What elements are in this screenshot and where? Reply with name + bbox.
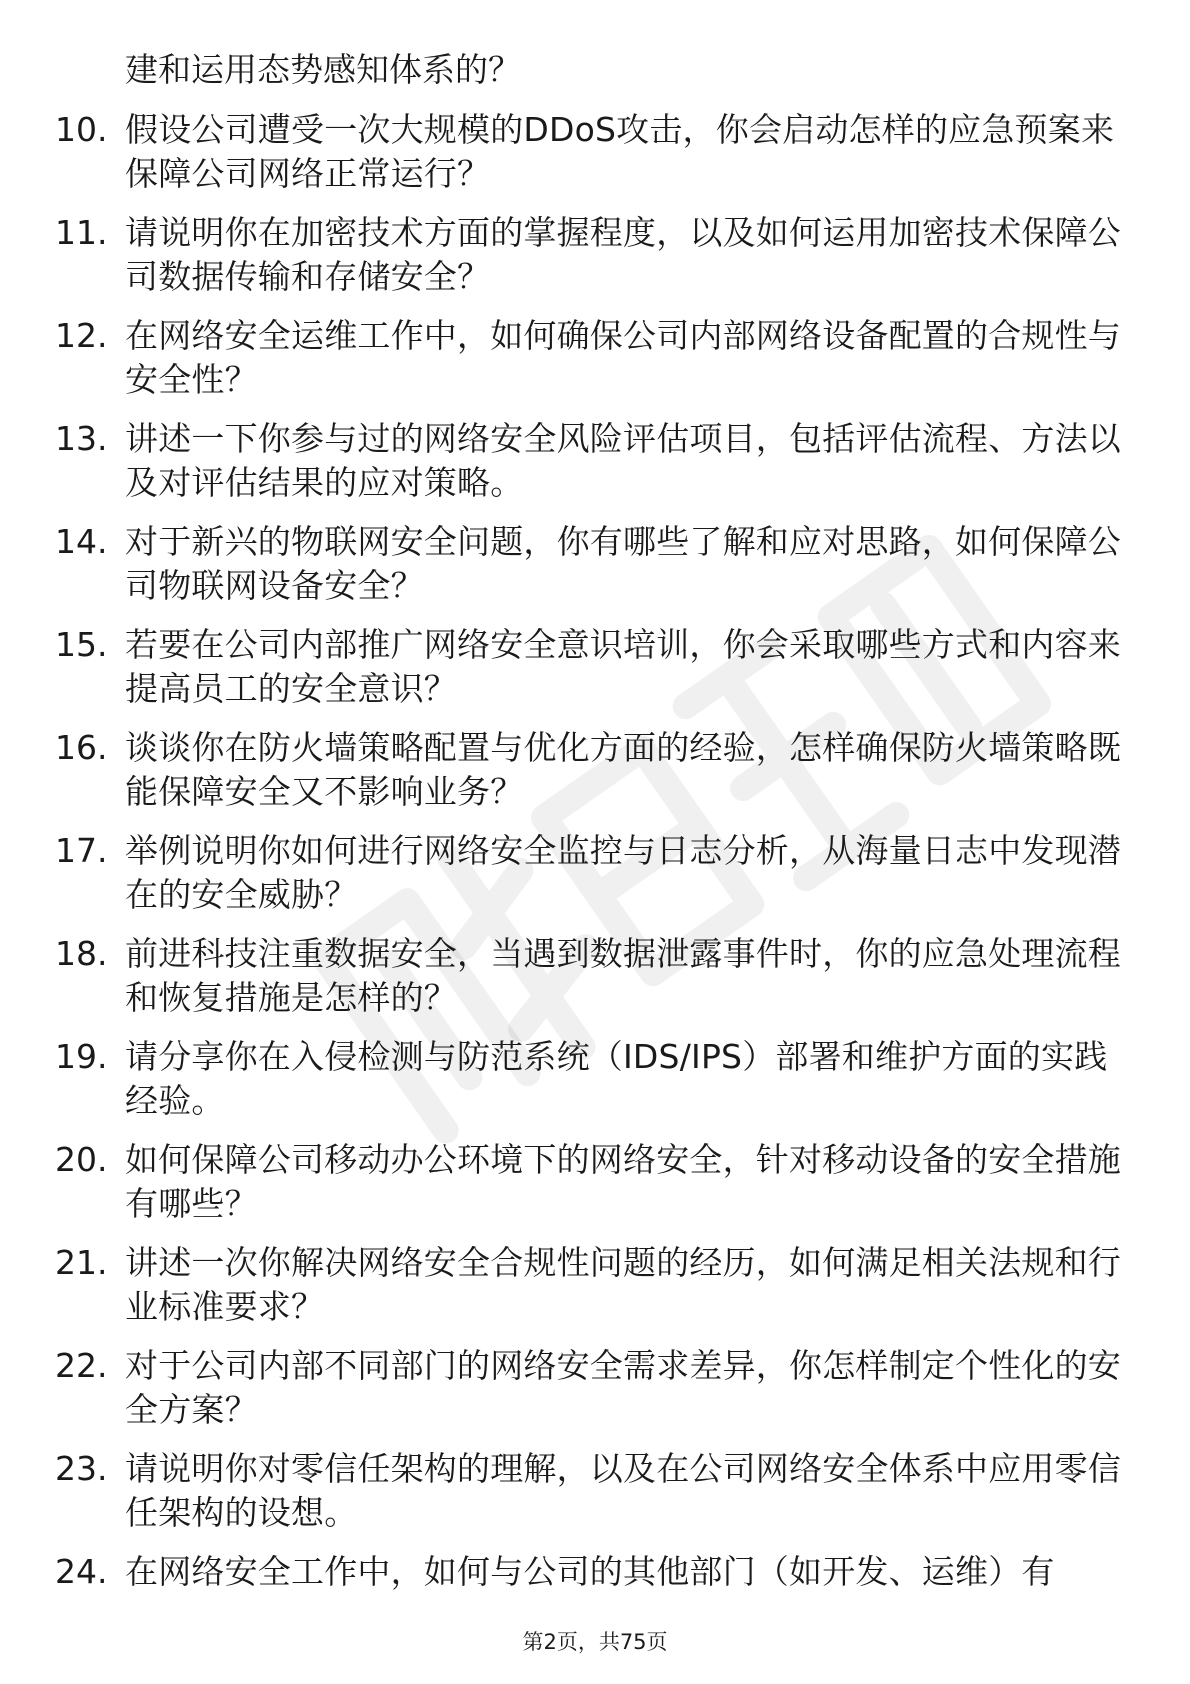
list-item [0,1241,1190,1344]
question-number: 22. [55,1346,108,1385]
question-number: 21. [55,1243,108,1282]
question-number: 23. [55,1449,108,1488]
question-number: 16. [55,728,108,767]
question-number: 20. [55,1140,108,1179]
question-text: 对于公司内部不同部门的网络安全需求差异，你怎样制定个性化的安全方案？ [125,1346,1121,1429]
question-text: 请说明你对零信任架构的理解，以及在公司网络安全体系中应用零信任架构的设想。 [125,1449,1121,1532]
list-item [0,1138,1190,1241]
list-item [0,829,1190,932]
list-item [0,417,1190,520]
list-item [0,314,1190,417]
question-number: 24. [55,1552,108,1591]
list-item [0,211,1190,314]
question-list [0,108,1190,1653]
question-number: 18. [55,934,108,973]
question-number: 14. [55,522,108,561]
question-text: 对于新兴的物联网安全问题，你有哪些了解和应对思路，如何保障公司物联网设备安全？ [125,522,1121,605]
list-item [0,520,1190,623]
question-text: 在网络安全工作中，如何与公司的其他部门（如开发、运维）有 [125,1552,1055,1591]
list-item [0,1344,1190,1447]
continued-question-text: 建和运用态势感知体系的？ [125,50,521,89]
question-text: 前进科技注重数据安全，当遇到数据泄露事件时，你的应急处理流程和恢复措施是怎样的？ [125,934,1121,1017]
list-item [0,726,1190,829]
list-item [0,932,1190,1035]
question-text: 谈谈你在防火墙策略配置与优化方面的经验，怎样确保防火墙策略既能保障安全又不影响业务？ [125,728,1121,811]
question-text: 举例说明你如何进行网络安全监控与日志分析，从海量日志中发现潜在的安全威胁？ [125,831,1121,914]
question-number: 12. [55,316,108,355]
question-text: 如何保障公司移动办公环境下的网络安全，针对移动设备的安全措施有哪些？ [125,1140,1121,1223]
question-text: 在网络安全运维工作中，如何确保公司内部网络设备配置的合规性与安全性？ [125,316,1121,399]
list-item [0,1035,1190,1138]
question-number: 17. [55,831,108,870]
list-item [0,108,1190,211]
question-text: 请分享你在入侵检测与防范系统（IDS/IPS）部署和维护方面的实践经验。 [125,1037,1108,1120]
list-item [0,1447,1190,1550]
question-text: 请说明你在加密技术方面的掌握程度，以及如何运用加密技术保障公司数据传输和存储安全？ [125,213,1121,296]
question-text: 假设公司遭受一次大规模的DDoS攻击，你会启动怎样的应急预案来保障公司网络正常运行？ [125,110,1115,193]
question-number: 15. [55,625,108,664]
question-number: 13. [55,419,108,458]
question-number: 10. [55,110,108,149]
question-text: 讲述一下你参与过的网络安全风险评估项目，包括评估流程、方法以及对评估结果的应对策略。 [125,419,1121,502]
question-text: 讲述一次你解决网络安全合规性问题的经历，如何满足相关法规和行业标准要求？ [125,1243,1121,1326]
page-footer: 第2页，共75页 [522,1630,668,1654]
question-text: 若要在公司内部推广网络安全意识培训，你会采取哪些方式和内容来提高员工的安全意识？ [125,625,1121,708]
question-number: 11. [55,213,108,252]
question-number: 19. [55,1037,108,1076]
list-item [0,623,1190,726]
